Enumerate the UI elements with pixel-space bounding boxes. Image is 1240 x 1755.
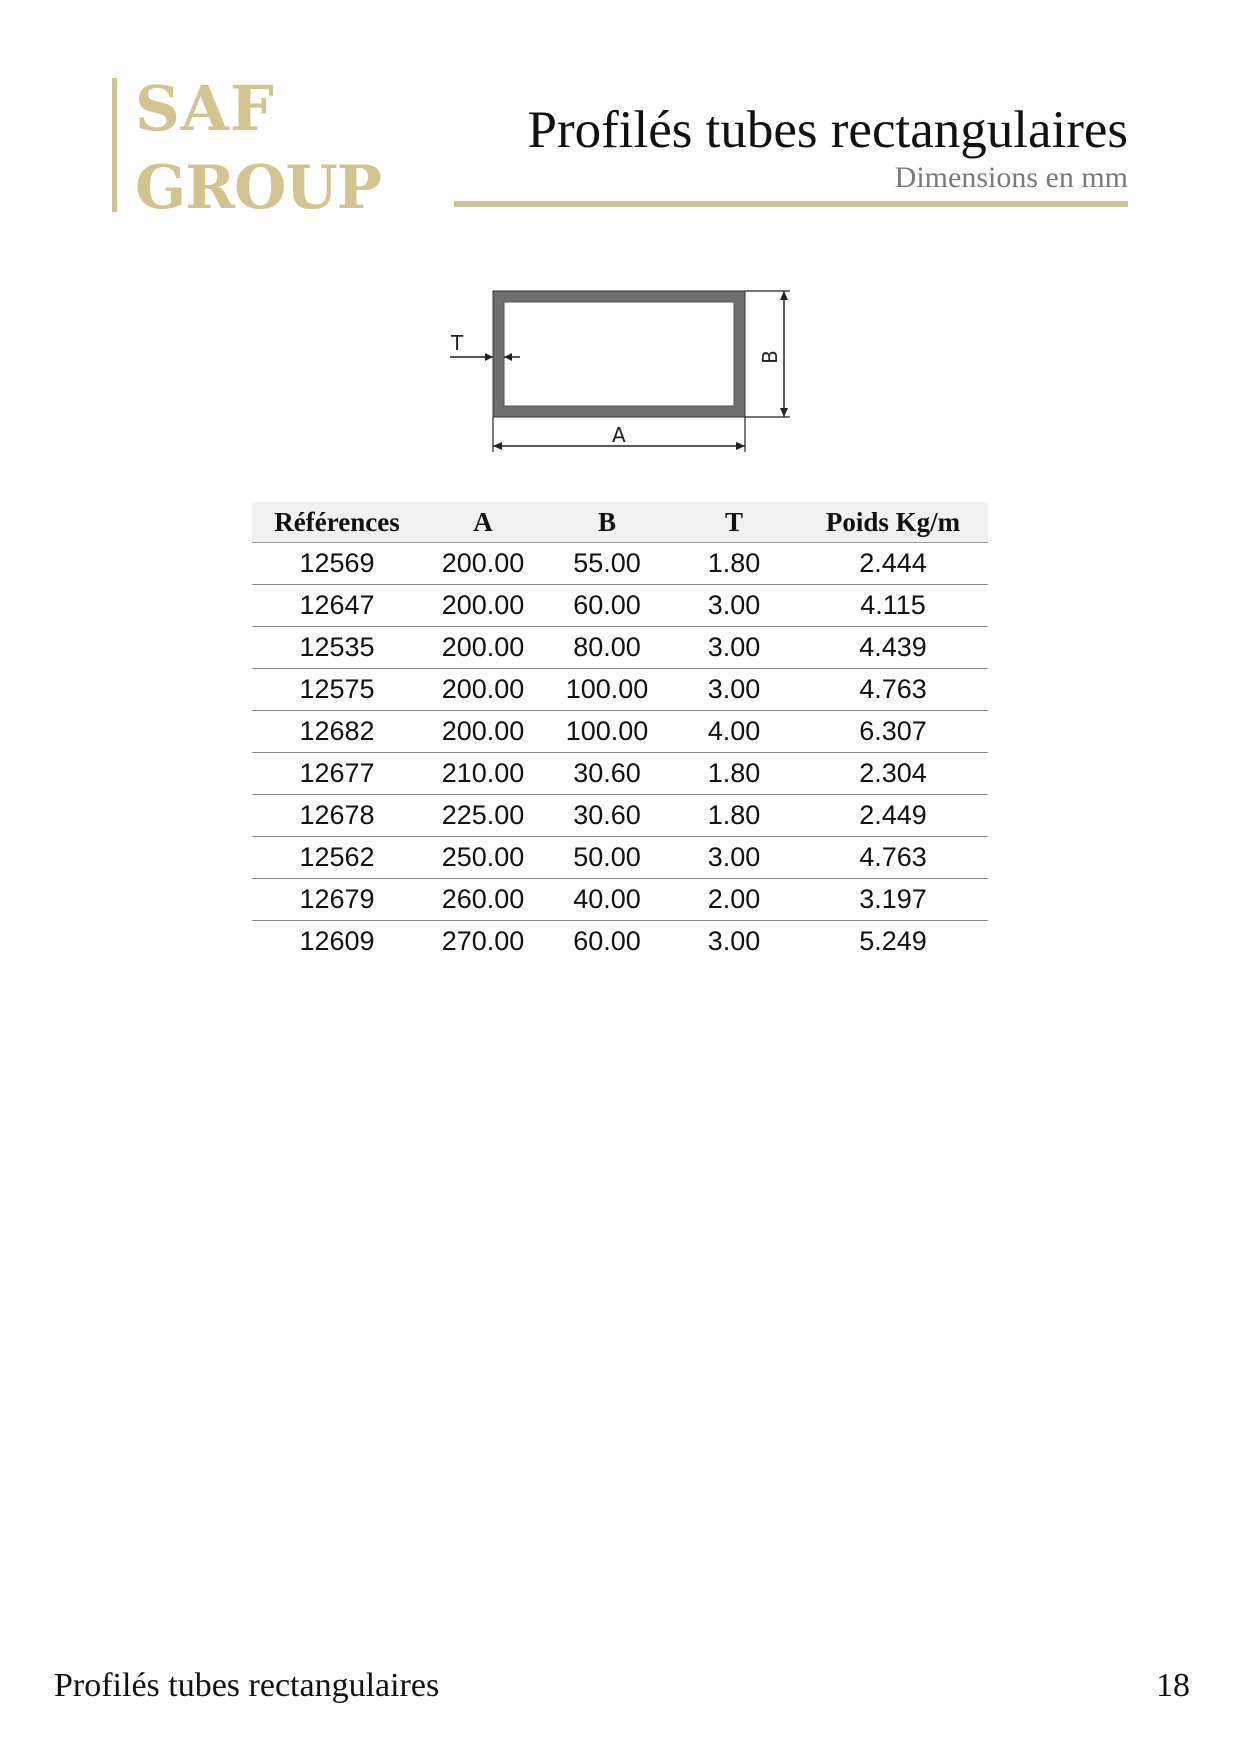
table-row <box>252 585 988 627</box>
cell-t: 3.00 <box>670 627 798 669</box>
b-label: B <box>758 350 782 364</box>
table-row <box>252 543 988 585</box>
cell-b: 60.00 <box>573 926 641 956</box>
a-arrow-right <box>736 442 745 450</box>
cell-reference: 12535 <box>252 627 422 669</box>
cell-poids: 4.763 <box>798 837 988 879</box>
cell-t: 3.00 <box>670 837 798 879</box>
cell-reference: 12609 <box>299 926 375 956</box>
page-number: 18 <box>1156 1667 1190 1704</box>
cell-a: 200.00 <box>422 585 544 627</box>
b-arrow-top <box>780 291 788 300</box>
cell-reference: 12569 <box>252 543 422 585</box>
table-row <box>252 627 988 669</box>
logo-line-1: SAF <box>135 72 275 145</box>
saf-group-logo <box>112 72 381 223</box>
cell-a: 225.00 <box>422 795 544 837</box>
table-row <box>252 669 988 711</box>
cell-reference: 12678 <box>252 795 422 837</box>
cell-reference: 12647 <box>252 585 422 627</box>
cell-a: 200.00 <box>422 627 544 669</box>
cell-t: 1.80 <box>670 753 798 795</box>
cell-poids: 6.307 <box>798 711 988 753</box>
footer-title: Profilés tubes rectangulaires <box>54 1667 440 1704</box>
cell-reference: 12682 <box>252 711 422 753</box>
cell-t: 3.00 <box>670 585 798 627</box>
cell-b: 60.00 <box>544 585 670 627</box>
cell-b: 50.00 <box>544 837 670 879</box>
cell-poids: 4.115 <box>798 585 988 627</box>
table-row <box>252 711 988 753</box>
table-row <box>252 837 988 879</box>
table-row <box>252 795 988 837</box>
page-title: Profilés tubes rectangulaires <box>527 101 1128 159</box>
tube-inner-hollow <box>504 302 734 406</box>
table-row <box>252 753 988 795</box>
cell-a: 260.00 <box>422 879 544 921</box>
table-row <box>252 879 988 921</box>
cell-poids: 2.444 <box>798 543 988 585</box>
cell-poids: 5.249 <box>859 926 927 956</box>
column-header-b: B <box>544 502 670 543</box>
cell-poids: 2.449 <box>798 795 988 837</box>
a-arrow-left <box>493 442 502 450</box>
cell-b: 30.60 <box>544 795 670 837</box>
table-row <box>252 921 988 963</box>
t-label: T <box>451 331 464 355</box>
cell-t: 3.00 <box>670 669 798 711</box>
cell-a: 270.00 <box>441 926 525 956</box>
cell-b: 30.60 <box>544 753 670 795</box>
cell-b: 100.00 <box>544 711 670 753</box>
a-label: A <box>612 423 626 447</box>
cell-poids: 2.304 <box>798 753 988 795</box>
cell-t: 4.00 <box>670 711 798 753</box>
column-header-references: Références <box>252 502 422 543</box>
b-arrow-bottom <box>780 408 788 417</box>
title-underline <box>454 201 1128 207</box>
cell-t: 1.80 <box>670 543 798 585</box>
cell-reference: 12562 <box>252 837 422 879</box>
cell-b: 40.00 <box>544 879 670 921</box>
cell-reference: 12679 <box>252 879 422 921</box>
cell-t: 2.00 <box>670 879 798 921</box>
cell-t: 3.00 <box>707 926 761 956</box>
column-header-poids: Poids Kg/m <box>798 502 988 543</box>
cell-poids: 3.197 <box>798 879 988 921</box>
column-header-t: T <box>670 502 798 543</box>
cell-poids: 4.763 <box>798 669 988 711</box>
cell-reference: 12575 <box>252 669 422 711</box>
dimensions-table <box>252 502 988 962</box>
cell-b: 55.00 <box>544 543 670 585</box>
table-header-row <box>252 502 988 543</box>
page-subtitle: Dimensions en mm <box>894 161 1128 194</box>
cell-t: 1.80 <box>670 795 798 837</box>
column-header-a: A <box>422 502 544 543</box>
cell-a: 200.00 <box>422 669 544 711</box>
cell-b: 80.00 <box>544 627 670 669</box>
logo-line-2: GROUP <box>135 153 381 223</box>
cell-poids: 4.439 <box>798 627 988 669</box>
rectangular-tube-diagram <box>440 280 810 460</box>
cell-b: 100.00 <box>544 669 670 711</box>
cell-a: 200.00 <box>422 711 544 753</box>
cell-a: 250.00 <box>422 837 544 879</box>
t-arrow-left <box>485 353 493 361</box>
cell-a: 200.00 <box>422 543 544 585</box>
cell-reference: 12677 <box>252 753 422 795</box>
cell-a: 210.00 <box>422 753 544 795</box>
